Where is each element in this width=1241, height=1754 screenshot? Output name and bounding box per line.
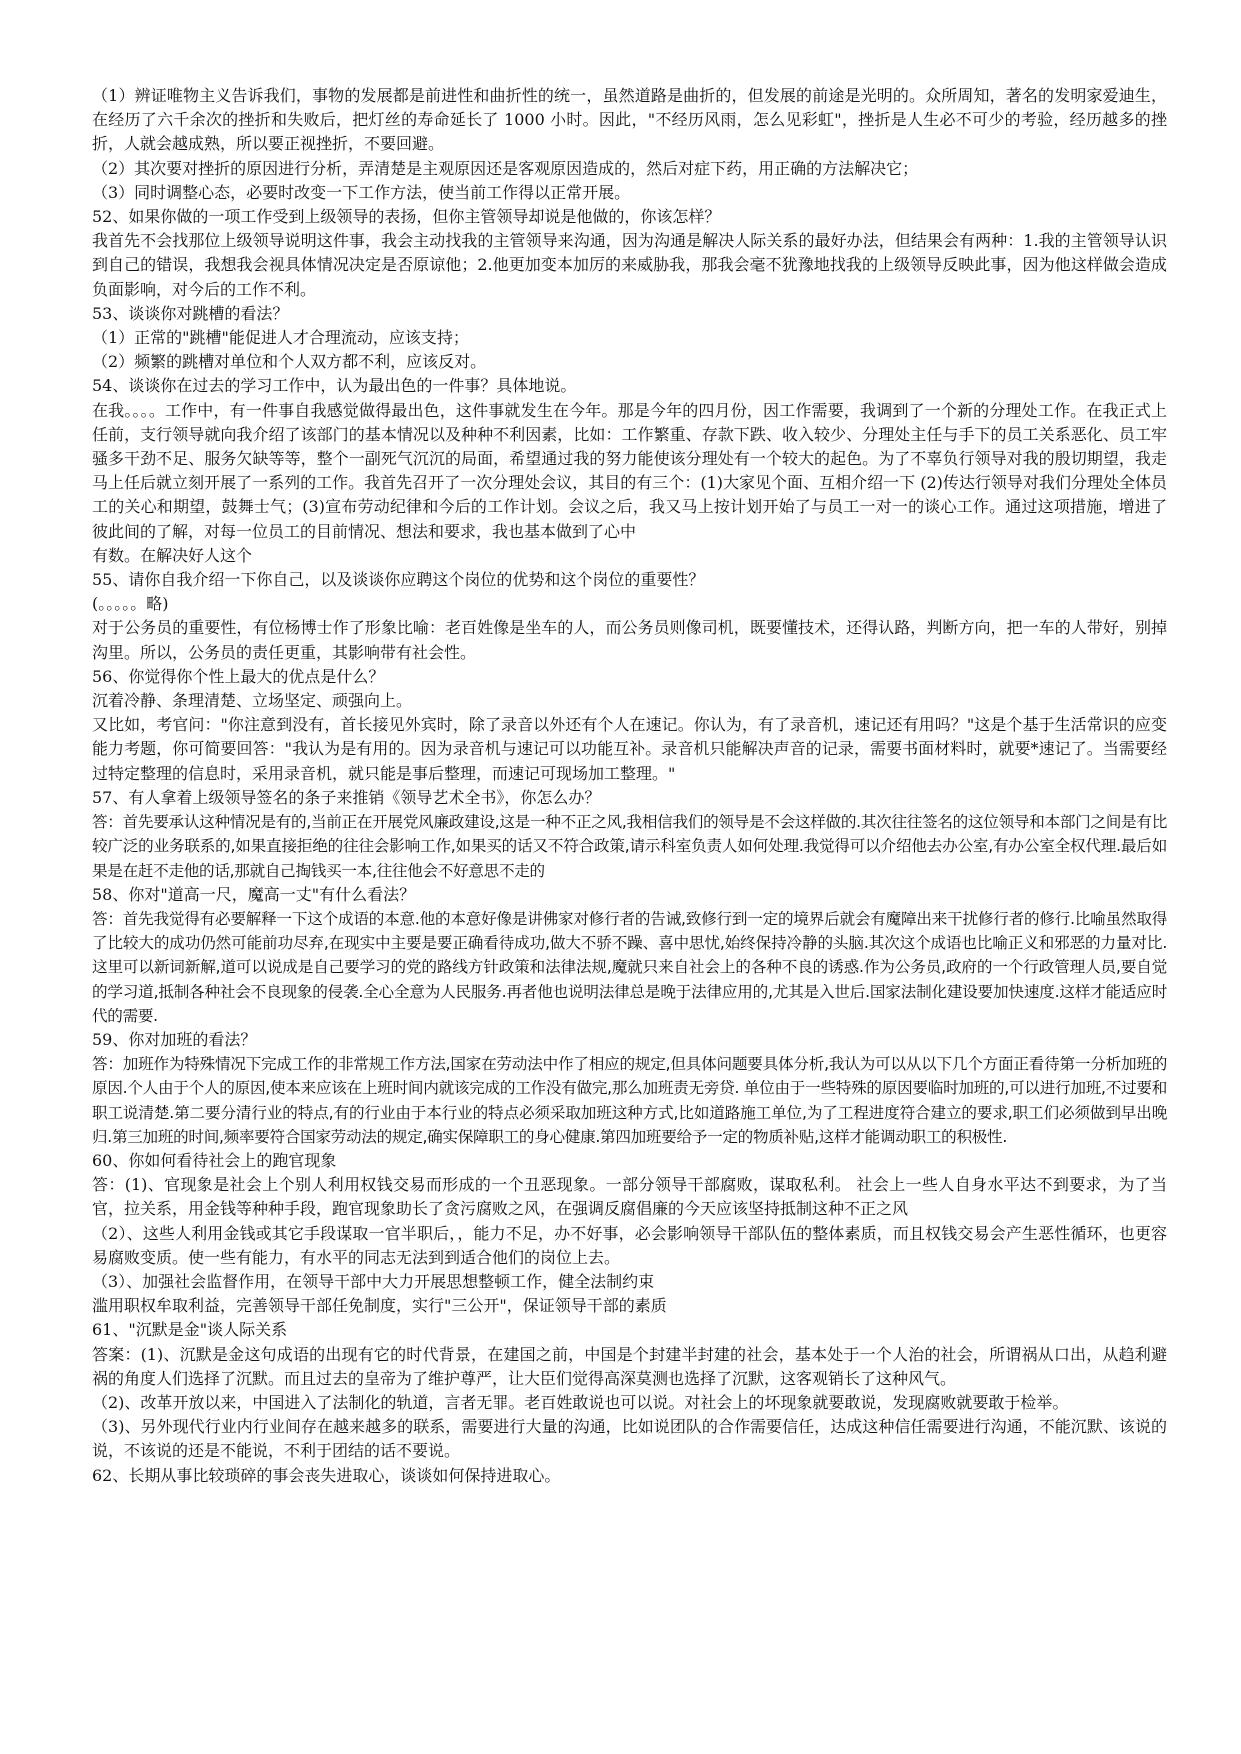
paragraph: 有数。在解决好人这个 (92, 545, 253, 565)
paragraph: (。。。。。略) (92, 594, 169, 614)
paragraph: （3）、加强社会监督作用，在领导干部中大力开展思想整顿工作，健全法制约束 (92, 1271, 655, 1291)
paragraph: （1）辨证唯物主义告诉我们，事物的发展都是前进性和曲折性的统一，虽然道路是曲折的，但发展的前途是光明的。众所周知，著名的发明家爱迪生，在经历了六千余次的挫折和失败后，把灯丝的寿命延长了 1000 小时。因此，"不经历风雨，怎么见彩虹"，挫折是人生必不可少的考验，经历越多的挫折，人就会越成熟，所以要正视挫折，不要回避。 (92, 86, 1167, 154)
paragraph: 在我。。。。工作中，有一件事自我感觉做得最出色，这件事就发生在今年。那是今年的四月份，因工作需要，我调到了一个新的分理处工作。在我正式上任前，支行领导就向我介绍了该部门的基本情况以及种种不利因素，比如：工作繁重、存款下跌、收入较少、分理处主任与手下的员工关系恶化、员工牢骚多干劲不足、服务欠缺等等，整个一副死气沉沉的局面，希望通过我的努力能使该分理处有一个较大的起色。为了不辜负行领导对我的殷切期望，我走马上任后就立刻开展了一系列的工作。我首先召开了一次分理处会议，其目的有三个：(1)大家见个面、互相介绍一下 (2)传达行领导对我们分理处全体员工的关心和期望，鼓舞士气；(3)宣布劳动纪律和今后的工作计划。会议之后，我又马上按计划开始了与员工一对一的谈心工作。通过这项措施，增进了彼此间的了解，对每一位员工的目前情况、想法和要求，我也基本做到了心中 (92, 400, 1167, 541)
paragraph: 答：(1)、官现象是社会上个别人利用权钱交易而形成的一个丑恶现象。一部分领导干部腐败，谋取私利。 社会上一些人自身水平达不到要求，为了当官，拉关系，用金钱等种种手段，跑官现象助长了贪污腐败之风，在强调反腐倡廉的今天应该坚持抵制这种不正之风 (92, 1175, 1167, 1219)
question-heading: 58、你对"道高一尺，魔高一丈"有什么看法？ (92, 884, 416, 904)
document-body (92, 84, 1167, 1488)
question-heading: 52、如果你做的一项工作受到上级领导的表扬，但你主管领导却说是他做的，你该怎样？ (92, 207, 721, 227)
paragraph: （3）同时调整心态，必要时改变一下工作方法，使当前工作得以正常开展。 (92, 182, 631, 202)
question-heading: 57、有人拿着上级领导签名的条子来推销《领导艺术全书》，你怎么办？ (92, 787, 601, 807)
paragraph: （2）其次要对挫折的原因进行分析，弄清楚是主观原因还是客观原因造成的，然后对症下药，用正确的方法解决它； (92, 158, 919, 178)
question-heading: 62、长期从事比较琐碎的事会丧失进取心，谈谈如何保持进取心。 (92, 1465, 561, 1485)
paragraph: （2）频繁的跳槽对单位和个人双方都不利，应该反对。 (92, 352, 487, 372)
question-heading: 59、你对加班的看法？ (92, 1029, 257, 1049)
paragraph: 沉着冷静、条理清楚、立场坚定、顽强向上。 (92, 691, 413, 711)
question-heading: 55、请你自我介绍一下你自己，以及谈谈你应聘这个岗位的优势和这个岗位的重要性？ (92, 570, 705, 590)
paragraph: 又比如，考官问："你注意到没有，首长接见外宾时，除了录音以外还有个人在速记。你认为，有了录音机，速记还有用吗？"这是个基于生活常识的应变能力考题，你可简要回答："我认为是有用的。因为录音机与速记可以功能互补。录音机只能解决声音的记录，需要书面材料时，就要*速记了。当需要经过特定整理的信息时，采用录音机，就只能是事后整理，而速记可现场加工整理。" (92, 715, 1167, 783)
paragraph: （3)、另外现代行业内行业间存在越来越多的联系，需要进行大量的沟通，比如说团队的合作需要信任，达成这种信任需要进行沟通，不能沉默、该说的说，不该说的还是不能说，不利于团结的话不要说。 (92, 1417, 1167, 1461)
question-heading: 60、你如何看待社会上的跑官现象 (92, 1150, 337, 1170)
question-heading: 54、谈谈你在过去的学习工作中，认为最出色的一件事？具体地说。 (92, 376, 577, 396)
paragraph: （1）正常的"跳槽"能促进人才合理流动，应该支持； (92, 328, 469, 348)
answer-paragraph: 答：首先要承认这种情况是有的,当前正在开展党风廉政建设,这是一种不正之风,我相信我们的领导是不会这样做的.其次往往签名的这位领导和本部门之间是有比较广泛的业务联系的,如果直接拒绝的往往会影响工作,如果买的话又不符合政策,请示科室负责人如何处理.我觉得可以介绍他去办公室,有办公室全权代理.最后如果是在赶不走他的话,那就自己掏钱买一本,往往他会不好意思不走的 (92, 813, 1167, 880)
paragraph: 答案：(1)、沉默是金这句成语的出现有它的时代背景，在建国之前，中国是个封建半封建的社会，基本处于一个人治的社会，所谓祸从口出，从趋利避祸的角度人们选择了沉默。而且过去的皇帝为了维护尊严，让大臣们觉得高深莫测也选择了沉默，这客观销长了这种风气。 (92, 1344, 1167, 1388)
paragraph: 滥用职权牟取利益，完善领导干部任免制度，实行"三公开"，保证领导干部的素质 (92, 1296, 667, 1316)
paragraph: （2）、这些人利用金钱或其它手段谋取一官半职后，，能力不足，办不好事，必会影响领导干部队伍的整体素质，而且权钱交易会产生恶性循环，也更容易腐败变质。使一些有能力，有水平的同志无法到到适合他们的岗位上去。 (92, 1223, 1167, 1267)
paragraph: 我首先不会找那位上级领导说明这件事，我会主动找我的主管领导来沟通，因为沟通是解决人际关系的最好办法，但结果会有两种：1.我的主管领导认识到自己的错误，我想我会视具体情况决定是否原谅他；2.他更加变本加厉的来威胁我，那我会毫不犹豫地找我的上级领导反映此事，因为他这样做会造成负面影响，对今后的工作不利。 (92, 231, 1167, 299)
paragraph: 对于公务员的重要性，有位杨博士作了形象比喻：老百姓像是坐车的人，而公务员则像司机，既要懂技术，还得认路，判断方向，把一车的人带好，别掉沟里。所以，公务员的责任更重，其影响带有社会性。 (92, 618, 1167, 662)
paragraph: （2)、改革开放以来，中国进入了法制化的轨道，言者无罪。老百姓敢说也可以说。对社会上的坏现象就要敢说，发现腐败就要敢于检举。 (92, 1392, 1069, 1412)
question-heading: 53、谈谈你对跳槽的看法？ (92, 303, 289, 323)
question-heading: 61、"沉默是金"谈人际关系 (92, 1320, 288, 1340)
question-heading: 56、你觉得你个性上最大的优点是什么？ (92, 666, 385, 686)
answer-paragraph: 答：加班作为特殊情况下完成工作的非常规工作方法,国家在劳动法中作了相应的规定,但具体问题要具体分析,我认为可以从以下几个方面正看待第一分析加班的原因.个人由于个人的原因,使本来应该在上班时间内就该完成的工作没有做完,那么加班责无旁贷. 单位由于一些特殊的原因要临时加班的,可以进行加班,不过要和职工说清楚.第二要分清行业的特点,有的行业由于本行业的特点必须采取加班这种方式,比如道路施工单位,为了工程进度符合建立的要求,职工们必须做到早出晚归.第三加班的时间,频率要符合国家劳动法的规定,确实保障职工的身心健康.第四加班要给予一定的物质补贴,这样才能调动职工的积极性. (92, 1055, 1167, 1146)
answer-paragraph: 答：首先我觉得有必要解释一下这个成语的本意.他的本意好像是讲佛家对修行者的告诫,致修行到一定的境界后就会有魔障出来干扰修行者的修行.比喻虽然取得了比较大的成功仍然可能前功尽弃,在现实中主要是要正确看待成功,做大不骄不躁、喜中思忧,始终保持冷静的头脑.其次这个成语也比喻正义和邪恶的力量对比.这里可以新词新解,道可以说成是自己要学习的党的路线方针政策和法律法规,魔就只来自社会上的各种不良的诱惑.作为公务员,政府的一个行政管理人员,要自觉的学习道,抵制各种社会不良现象的侵袭.全心全意为人民服务.再者他也说明法律总是晚于法律应用的,尤其是入世后.国家法制化建设要加快速度.这样才能适应时代的需要. (92, 909, 1167, 1025)
